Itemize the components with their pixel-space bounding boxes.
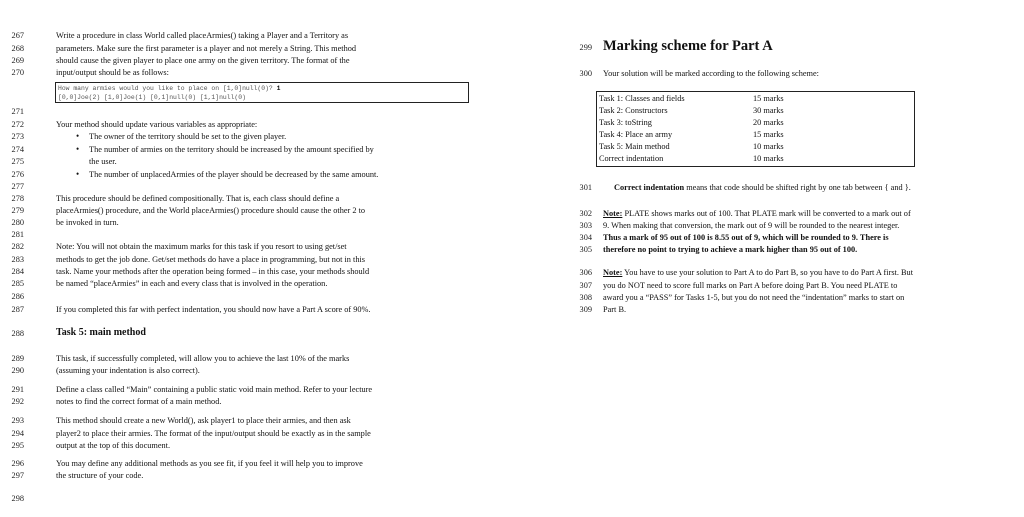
part-b-note-line: award you a “PASS” for Tasks 1-5, but you do not need the “indentation” marks to start on xyxy=(603,293,905,302)
sample-prompt: How many armies would you like to place on [1,0]null(0)? 1 xyxy=(58,85,281,92)
left-page xyxy=(0,0,500,517)
page-title: Marking scheme for Part A xyxy=(603,38,773,54)
compositional-line: This procedure should be defined compositionally. That is, each class should define a xyxy=(56,194,340,203)
table-cell-marks: 20 marks xyxy=(753,118,784,127)
table-cell-marks: 30 marks xyxy=(753,106,784,115)
bullet-item: the user. xyxy=(89,157,117,166)
part-b-note-line: Part B. xyxy=(603,305,627,314)
table-cell-task: Task 5: Main method xyxy=(599,142,670,151)
update-intro: Your method should update various variables as appropriate: xyxy=(56,120,258,129)
line-number: 278 xyxy=(11,194,24,203)
intro-line: parameters. Make sure the first parameter is a player and not merely a String. This method xyxy=(56,44,357,53)
table-cell-task: Task 2: Constructors xyxy=(599,106,668,115)
line-number: 309 xyxy=(579,305,592,314)
task5-text: notes to find the correct format of a main method. xyxy=(56,397,222,406)
line-number: 279 xyxy=(11,206,24,215)
bullet-dot: • xyxy=(76,144,80,154)
line-number: 285 xyxy=(11,279,24,288)
table-cell-task: Task 3: toString xyxy=(599,118,652,127)
line-number: 299 xyxy=(579,43,592,52)
note-line: methods to get the job done. Get/set methods do have a place in programming, but not in this xyxy=(56,255,366,264)
part-b-note-line: you do NOT need to score full marks on Part A before doing Part B. You need PLATE to xyxy=(603,281,898,290)
line-number: 307 xyxy=(579,281,592,290)
intro-line: Write a procedure in class World called placeArmies() taking a Player and a Territory as xyxy=(56,31,349,40)
line-number: 270 xyxy=(11,68,24,77)
task5-text: You may define any additional methods as you see fit, if you feel it will help you to improve xyxy=(56,459,363,468)
line-number: 276 xyxy=(11,170,24,179)
bullet-dot: • xyxy=(76,131,80,141)
marks-table xyxy=(596,91,915,167)
bullet-item: The number of unplacedArmies of the player should be decreased by the same amount. xyxy=(89,170,379,179)
task5-heading: Task 5: main method xyxy=(56,327,146,338)
intro-line: input/output should be as follows: xyxy=(56,68,169,77)
line-number: 268 xyxy=(11,44,24,53)
line-number: 271 xyxy=(11,107,24,116)
scheme-intro: Your solution will be marked according to the following scheme: xyxy=(603,69,819,78)
bullet-item: The number of armies on the territory should be increased by the amount specified by xyxy=(89,145,374,154)
task5-text: This method should create a new World(), ask player1 to place their armies, and then ask xyxy=(56,416,351,425)
line-number: 297 xyxy=(11,471,24,480)
sample-output-line: [0,0]Joe(2) [1,0]Joe(1) [0,1]null(0) [1,1]null(0) xyxy=(58,94,246,101)
line-number: 292 xyxy=(11,397,24,406)
line-number: 288 xyxy=(11,329,24,338)
note-line: be named “placeArmies” in each and every class that is involved in the operation. xyxy=(56,279,328,288)
sample-output-box xyxy=(55,82,469,103)
indentation-definition: Correct indentation means that code should be shifted right by one tab between { and }. xyxy=(614,183,911,192)
line-number: 289 xyxy=(11,354,24,363)
bullet-item: The owner of the territory should be set to the given player. xyxy=(89,132,287,141)
note-line: task. Name your methods after the operation being formed – in this case, your methods should xyxy=(56,267,370,276)
right-page xyxy=(512,0,1024,517)
line-number: 277 xyxy=(11,182,24,191)
task5-text: (assuming your indentation is also correct). xyxy=(56,366,200,375)
line-number: 308 xyxy=(579,293,592,302)
line-number: 294 xyxy=(11,429,24,438)
line-number: 304 xyxy=(579,233,592,242)
intro-line: should cause the given player to place one army on the given territory. The format of the xyxy=(56,56,350,65)
line-number: 273 xyxy=(11,132,24,141)
task5-text: Define a class called “Main” containing a public static void main method. Refer to your lecture xyxy=(56,385,373,394)
line-number: 291 xyxy=(11,385,24,394)
line-number: 281 xyxy=(11,230,24,239)
line-number: 298 xyxy=(11,494,24,503)
table-cell-task: Correct indentation xyxy=(599,154,664,163)
bullet-dot: • xyxy=(76,169,80,179)
line-number: 293 xyxy=(11,416,24,425)
line-number: 286 xyxy=(11,292,24,301)
line-number: 272 xyxy=(11,120,24,129)
task5-text: the structure of your code. xyxy=(56,471,144,480)
table-cell-marks: 10 marks xyxy=(753,154,784,163)
line-number: 275 xyxy=(11,157,24,166)
line-number: 274 xyxy=(11,145,24,154)
line-number: 295 xyxy=(11,441,24,450)
line-number: 296 xyxy=(11,459,24,468)
line-number: 301 xyxy=(579,183,592,192)
line-number: 284 xyxy=(11,267,24,276)
compositional-line: be invoked in turn. xyxy=(56,218,119,227)
line-number: 306 xyxy=(579,268,592,277)
line-number: 269 xyxy=(11,56,24,65)
plate-note-line: 9. When making that conversion, the mark out of 9 will be rounded to the nearest integer. xyxy=(603,221,900,230)
line-number: 290 xyxy=(11,366,24,375)
line-number: 305 xyxy=(579,245,592,254)
task5-text: output at the top of this document. xyxy=(56,441,171,450)
task5-text: player2 to place their armies. The format of the input/output should be exactly as in the sample xyxy=(56,429,371,438)
compositional-line: placeArmies() procedure, and the World placeArmies() procedure should cause the other 2 to xyxy=(56,206,366,215)
line-number: 283 xyxy=(11,255,24,264)
line-number: 287 xyxy=(11,305,24,314)
table-cell-marks: 15 marks xyxy=(753,130,784,139)
part-b-note-line: Note: You have to use your solution to Part A to do Part B, so you have to do Part A first. But xyxy=(603,268,913,277)
table-cell-task: Task 1: Classes and fields xyxy=(599,94,685,103)
table-cell-task: Task 4: Place an army xyxy=(599,130,673,139)
note-line: Note: You will not obtain the maximum marks for this task if you resort to using get/set xyxy=(56,242,347,251)
line-number: 280 xyxy=(11,218,24,227)
line-number: 282 xyxy=(11,242,24,251)
task5-text: This task, if successfully completed, will allow you to achieve the last 10% of the marks xyxy=(56,354,350,363)
plate-note-line: Thus a mark of 95 out of 100 is 8.55 out of 9, which will be rounded to 9. There is xyxy=(603,233,889,242)
plate-note-line: therefore no point to trying to achieve a mark higher than 95 out of 100. xyxy=(603,245,858,254)
table-cell-marks: 15 marks xyxy=(753,94,784,103)
plate-note-line: Note: PLATE shows marks out of 100. That PLATE mark will be converted to a mark out of xyxy=(603,209,911,218)
line-number: 302 xyxy=(579,209,592,218)
line-number: 267 xyxy=(11,31,24,40)
line-number: 303 xyxy=(579,221,592,230)
line-number: 300 xyxy=(579,69,592,78)
table-cell-marks: 10 marks xyxy=(753,142,784,151)
score-line: If you completed this far with perfect indentation, you should now have a Part A score of 90%. xyxy=(56,305,371,314)
